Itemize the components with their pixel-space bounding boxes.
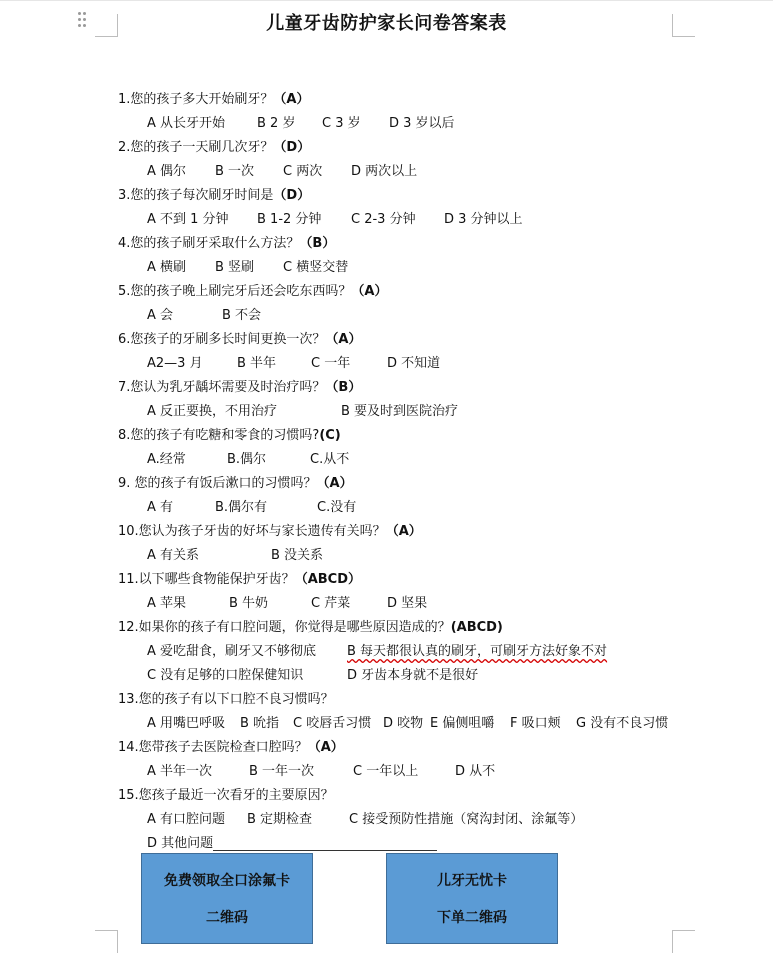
question-text: 12.如果你的孩子有口腔问题，你觉得是哪些原因造成的？: [118, 620, 451, 635]
question-text: 11.以下哪些食物能保护牙齿？: [118, 572, 295, 587]
answer: （B）: [299, 236, 336, 251]
option: D 咬物: [383, 716, 424, 731]
option: B 每天都很认真的刷牙，可刷牙方法好象不对: [347, 644, 608, 659]
option: A2—3 月: [147, 356, 203, 371]
option: A.经常: [147, 452, 186, 467]
option: A 不到 1 分钟: [147, 212, 229, 227]
option: C 两次: [283, 164, 323, 179]
option: D 不知道: [387, 356, 441, 371]
option: E 偏侧咀嚼: [430, 716, 495, 731]
option: C.从不: [310, 452, 350, 467]
option-with-blank: [147, 832, 437, 851]
answer: （ABCD）: [294, 572, 361, 587]
answer: （A）: [351, 284, 388, 299]
answer: （A）: [316, 476, 353, 491]
option: B 竖刷: [215, 260, 255, 275]
option: C 接受预防性措施（窝沟封闭、涂氟等）: [349, 812, 584, 827]
answer: （D）: [273, 140, 311, 155]
option: B 吮指: [240, 716, 280, 731]
question-text: 8.您的孩子有吃糖和零食的习惯吗?: [118, 428, 320, 443]
question-text: 9. 您的孩子有饭后漱口的习惯吗？: [118, 476, 317, 491]
answer: （B）: [325, 380, 362, 395]
option: B 没关系: [271, 548, 324, 563]
option: B 牛奶: [229, 596, 269, 611]
document-title: 儿童牙齿防护家长问卷答案表: [266, 13, 507, 34]
option: B 要及时到医院治疗: [341, 404, 459, 419]
option: C 2-3 分钟: [351, 212, 416, 227]
question-text: 13.您的孩子有以下口腔不良习惯吗？: [118, 692, 334, 707]
question-text: 14.您带孩子去医院检查口腔吗？: [118, 740, 308, 755]
qr-box-title: 儿牙无忧卡: [437, 873, 507, 890]
option: C 3 岁: [322, 116, 361, 131]
option: B 一年一次: [249, 764, 315, 779]
option: D 3 岁以后: [389, 116, 455, 131]
answer: （A）: [307, 740, 344, 755]
qr-code-box-free-fluoride-card[interactable]: [141, 853, 313, 944]
question-9: [118, 472, 353, 491]
option: A 横刷: [147, 260, 187, 275]
option: D 从不: [455, 764, 496, 779]
option: A 有: [147, 500, 174, 515]
option: C.没有: [317, 500, 357, 515]
question-text: 3.您的孩子每次刷牙时间是: [118, 188, 274, 203]
option: F 吸口颊: [510, 716, 561, 731]
answer: （A）: [273, 92, 310, 107]
option: B.偶尔有: [215, 500, 268, 515]
option: D 两次以上: [351, 164, 418, 179]
option: C 横竖交替: [283, 260, 349, 275]
option: B.偶尔: [227, 452, 267, 467]
margin-corner-bottom-right: [672, 930, 695, 953]
question-1: [118, 88, 309, 107]
question-text: 15.您孩子最近一次看牙的主要原因？: [118, 788, 334, 803]
fill-in-blank-line: [213, 836, 437, 851]
option: A 会: [147, 308, 174, 323]
question-13: [118, 688, 334, 707]
question-text: 2.您的孩子一天刷几次牙？: [118, 140, 274, 155]
qr-box-title: 免费领取全口涂氟卡: [164, 873, 290, 890]
question-3: [118, 184, 310, 203]
option: D 坚果: [387, 596, 428, 611]
question-7: [118, 376, 361, 395]
question-2: [118, 136, 310, 155]
answer: (ABCD): [450, 620, 503, 635]
question-text: 10.您认为孩子牙齿的好坏与家长遗传有关吗？: [118, 524, 386, 539]
option: A 爱吃甜食，刷牙又不够彻底: [147, 644, 317, 659]
question-4: [118, 232, 335, 251]
option: D 其他问题: [147, 836, 214, 851]
option: G 没有不良习惯: [576, 716, 669, 731]
option: A 苹果: [147, 596, 187, 611]
answer: (C): [319, 428, 341, 443]
option: D 3 分钟以上: [444, 212, 523, 227]
question-8: [118, 424, 341, 443]
answer: （A）: [325, 332, 362, 347]
question-text: 5.您的孩子晚上刷完牙后还会吃东西吗？: [118, 284, 352, 299]
question-text: 6.您孩子的牙刷多长时间更换一次？: [118, 332, 326, 347]
option: C 一年以上: [353, 764, 419, 779]
question-6: [118, 328, 361, 347]
option: C 咬唇舌习惯: [293, 716, 372, 731]
option: A 有口腔问题: [147, 812, 226, 827]
margin-corner-bottom-left: [95, 930, 118, 953]
option: B 定期检查: [247, 812, 313, 827]
question-14: [118, 736, 344, 755]
option: A 半年一次: [147, 764, 213, 779]
option: A 从长牙开始: [147, 116, 226, 131]
question-15: [118, 784, 334, 803]
question-text: 4.您的孩子刷牙采取什么方法？: [118, 236, 300, 251]
option: B 1-2 分钟: [257, 212, 322, 227]
option: A 偶尔: [147, 164, 187, 179]
option: B 不会: [222, 308, 262, 323]
question-11: [118, 568, 361, 587]
option: C 一年: [311, 356, 351, 371]
option: C 芹菜: [311, 596, 351, 611]
question-text: 1.您的孩子多大开始刷牙？: [118, 92, 274, 107]
option: A 反正要换，不用治疗: [147, 404, 278, 419]
option: B 2 岁: [257, 116, 296, 131]
qr-code-box-kids-dental-card[interactable]: [386, 853, 558, 944]
option: A 用嘴巴呼吸: [147, 716, 226, 731]
option: B 半年: [237, 356, 277, 371]
answer: （A）: [385, 524, 422, 539]
option: A 有关系: [147, 548, 200, 563]
qr-box-subtitle: 二维码: [206, 909, 248, 926]
question-text: 7.您认为乳牙龋坏需要及时治疗吗？: [118, 380, 326, 395]
option: B 一次: [215, 164, 255, 179]
question-5: [118, 280, 387, 299]
option: D 牙齿本身就不是很好: [347, 668, 479, 683]
question-10: [118, 520, 422, 539]
qr-box-subtitle: 下单二维码: [437, 909, 507, 926]
page-top-edge: [0, 0, 773, 1]
answer: （D）: [273, 188, 311, 203]
option: C 没有足够的口腔保健知识: [147, 668, 304, 683]
question-12: [118, 616, 503, 635]
